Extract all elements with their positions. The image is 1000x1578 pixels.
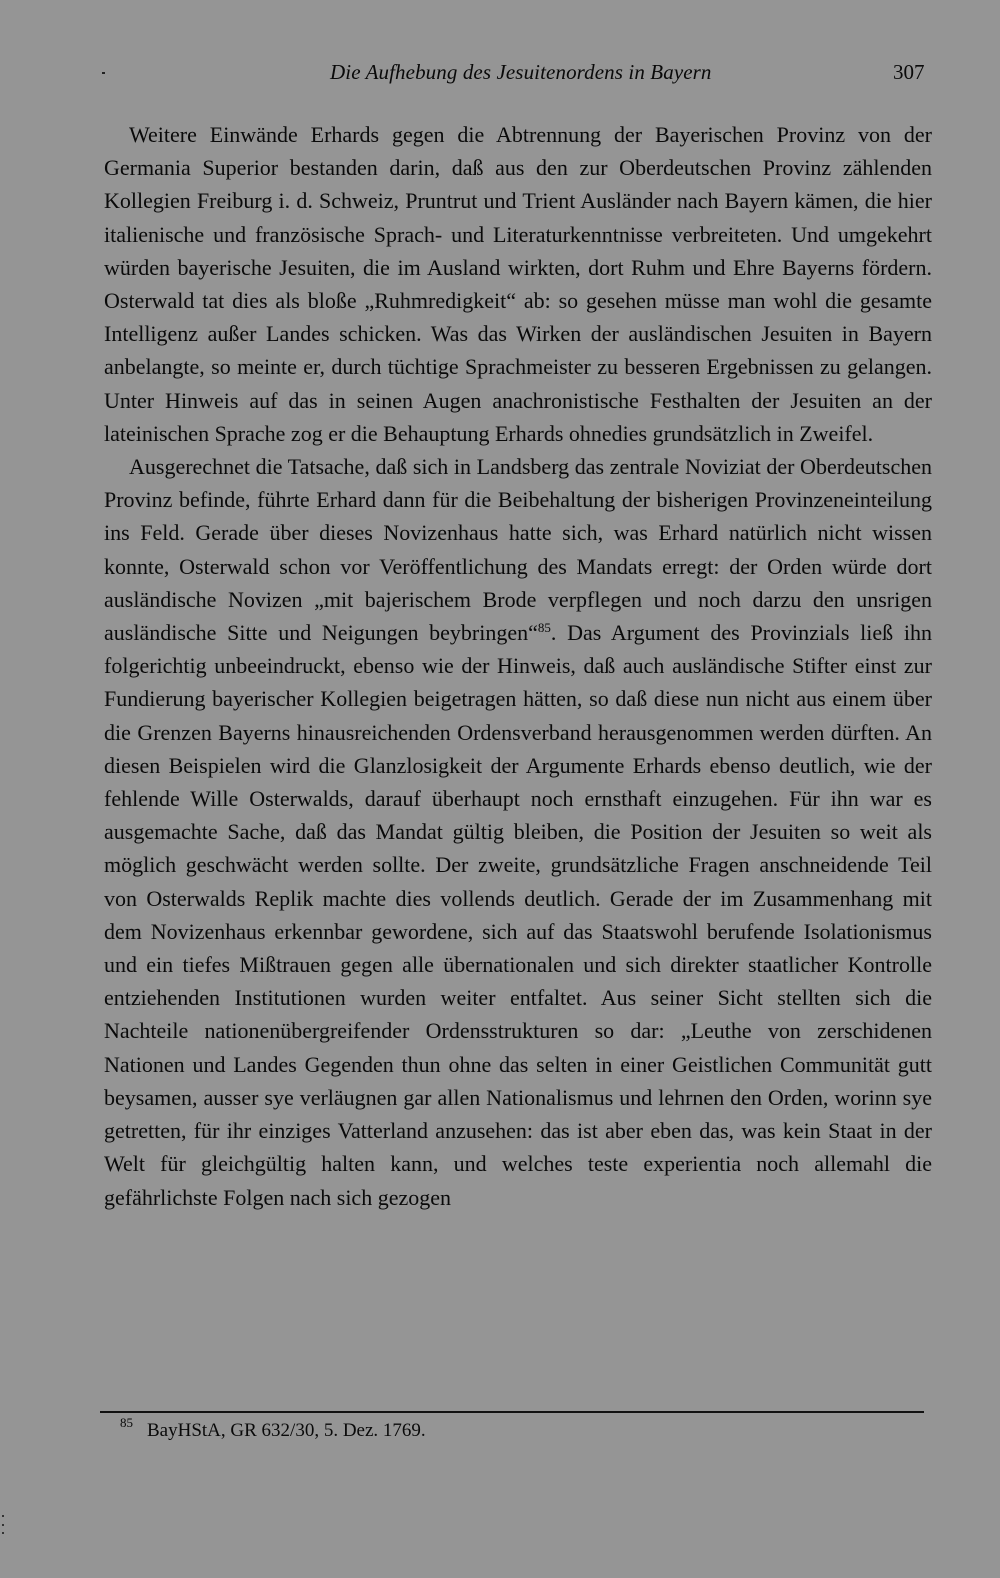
footnote-text: BayHStA, GR 632/30, 5. Dez. 1769.	[147, 1420, 426, 1441]
footnote	[120, 1415, 426, 1442]
scan-edge-mark	[2, 1524, 4, 1526]
paragraph-1: Weitere Einwände Erhards gegen die Abtrennung der Bayerischen Provinz von der Germania Superior bestanden darin, daß aus den zur Oberdeutschen Provinz zählenden Kollegien Freiburg i. d. Schweiz, Pruntrut und Trient Ausländer nach Bayern kämen, die hier italienische und französische Sprach- und Literaturkenntnisse verbreiteten. Und umgekehrt würden bayerische Jesuiten, die im Ausland wirkten, dort Ruhm und Ehre Bayerns fördern. Osterwald tat dies als bloße „Ruhmredigkeit“ ab: so gesehen müsse man wohl die gesamte Intelligenz außer Landes schicken. Was das Wirken der ausländischen Jesuiten in Bayern anbelangte, so meinte er, durch tüchtige Sprachmeister zu besseren Ergebnissen zu gelangen. Unter Hinweis auf das in seinen Augen anachronistische Festhalten der Jesuiten an der lateinischen Sprache zog er die Behauptung Erhards ohnedies grundsätzlich in Zweifel.	[104, 122, 932, 446]
scan-edge-mark	[2, 1532, 4, 1534]
footnote-divider	[100, 1411, 924, 1413]
footnote-number: 85	[120, 1415, 133, 1430]
running-title: Die Aufhebung des Jesuitenordens in Bayern	[330, 60, 712, 84]
scan-edge-mark	[2, 1515, 4, 1517]
paragraph-2-part-1: Ausgerechnet die Tatsache, daß sich in Landsberg das zentrale Noviziat der Oberdeutschen Provinz befinde, führte Erhard dann für die Beibehaltung der bisherigen Provinzeneinteilung ins Feld. Gerade über dieses Novizenhaus hatte sich, was Erhard natürlich nicht wissen konnte, Osterwald schon vor Veröffentlichung des Mandats erregt: der Orden würde dort ausländische Novizen „mit bajerischem Brode verpflegen und noch darzu den unsrigen ausländische Sitte und Neigungen beybringen“	[104, 454, 932, 646]
page-number: 307	[893, 60, 925, 84]
paragraph-2-part-2: . Das Argument des Provinzials ließ ihn folgerichtig unbeeindruckt, ebenso wie der Hinweis, daß auch ausländische Stifter einst zur Fundierung bayerischer Kollegien beigetragen hätten, so daß diese nun nicht aus einem über die Grenzen Bayerns hinausreichenden Ordensverband herausgenommen werden dürften. An diesen Beispielen wird die Glanzlosigkeit der Argumente Erhards ebenso deutlich, wie der fehlende Wille Osterwalds, darauf überhaupt noch ernsthaft einzugehen. Für ihn war es ausgemachte Sache, daß das Mandat gültig bleiben, die Position der Jesuiten so weit als möglich geschwächt werden sollte. Der zweite, grundsätzliche Fragen anschneidende Teil von Osterwalds Replik machte dies vollends deutlich. Gerade der im Zusammenhang mit dem Novizenhaus erkennbar gewordene, sich auf das Staatswohl berufende Isolationismus und ein tiefes Mißtrauen gegen alle übernationalen und sich direkter staatlicher Kontrolle entziehenden Institutionen wurden weiter entfaltet. Aus seiner Sicht stellten sich die Nachteile nationenübergreifender Ordensstrukturen so dar: „Leuthe von zerschidenen Nationen und Landes Gegenden thun ohne das selten in einer Geistlichen Communität gutt beysamen, ausser sye verläugnen gar allen Nationalismus und lehrnen den Orden, worinn sye getretten, für ihr einziges Vatterland anzusehen: das ist aber eben das, was kein Staat in der Welt für gleichgültig halten kann, und welches teste experientia noch allemahl die gefährlichste Folgen nach sich gezogen	[104, 620, 932, 1210]
footnote-reference: 85	[537, 620, 551, 636]
print-speck	[102, 72, 105, 74]
main-text	[104, 118, 932, 1214]
paragraph-2	[104, 450, 932, 1214]
